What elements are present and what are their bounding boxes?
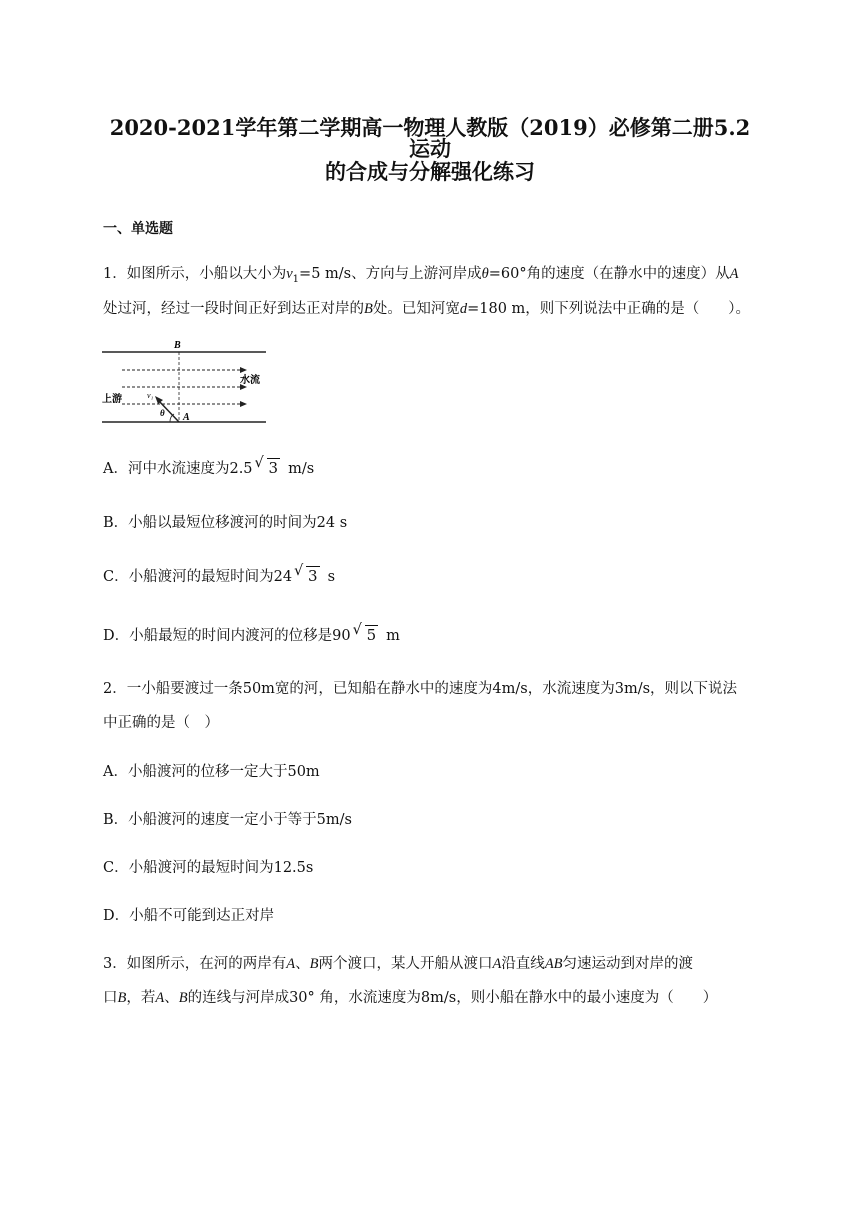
figure-label-water: 水流 — [240, 375, 260, 386]
q1-option-a: A．河中水流速度为2.5 √ 3 m/s — [103, 455, 315, 477]
sqrt-symbol: √ 3 — [254, 455, 279, 477]
q2-stem-line-2: 中正确的是（ ） — [103, 715, 219, 731]
figure-label-b: B — [174, 340, 181, 351]
sqrt-symbol: √ 5 — [352, 622, 377, 644]
q2-option-c: C．小船渡河的最短时间为12.5s — [103, 860, 314, 876]
q2-option-d: D．小船不可能到达正对岸 — [103, 908, 275, 924]
q1-option-d: D．小船最短的时间内渡河的位移是90 √ 5 m — [103, 622, 400, 644]
figure-label-a: A — [183, 412, 190, 423]
q1-option-b: B．小船以最短位移渡河的时间为24 s — [103, 515, 348, 531]
q2-option-b: B．小船渡河的速度一定小于等于5m/s — [103, 812, 352, 828]
q3-stem-line-1: 3．如图所示，在河的两岸有A、B两个渡口，某人开船从渡口A沿直线AB匀速运动到对岸的渡 — [103, 956, 694, 972]
q2-option-a: A．小船渡河的位移一定大于50m — [103, 764, 320, 780]
q1-stem-line-2: 处过河，经过一段时间正好到达正对岸的B处。已知河宽d=180 m，则下列说法中正确的是（ ）。 — [103, 301, 751, 317]
sqrt-symbol: √ 3 — [294, 563, 318, 585]
section-heading: 一、单选题 — [103, 221, 173, 237]
title-line-2: 的合成与分解强化练习 — [325, 159, 535, 184]
river-crossing-figure — [100, 336, 270, 428]
q3-stem-line-2: 口B，若A、B的连线与河岸成30° 角，水流速度为8m/s，则小船在静水中的最小速度为（ ） — [103, 990, 718, 1006]
figure-label-upstream: 上游 — [102, 394, 122, 405]
q1-stem-line-1: 1．如图所示，小船以大小为$v_1=5$ m/s、方向与上游河岸成θ=60°角的速度（在静水中的速度）从A — [103, 266, 739, 285]
q2-stem-line-1: 2．一小船要渡过一条50m宽的河，已知船在静水中的速度为4m/s，水流速度为3m/s，则以下说法 — [103, 681, 738, 697]
title-line-1: 2020-2021学年第二学期高一物理人教版（2019）必修第二册5.2运动 — [109, 115, 751, 161]
figure-label-v1: v₁ — [147, 391, 154, 400]
q1-option-c: C．小船渡河的最短时间为24 √ 3 s — [103, 563, 336, 585]
figure-label-theta: θ — [160, 408, 165, 418]
